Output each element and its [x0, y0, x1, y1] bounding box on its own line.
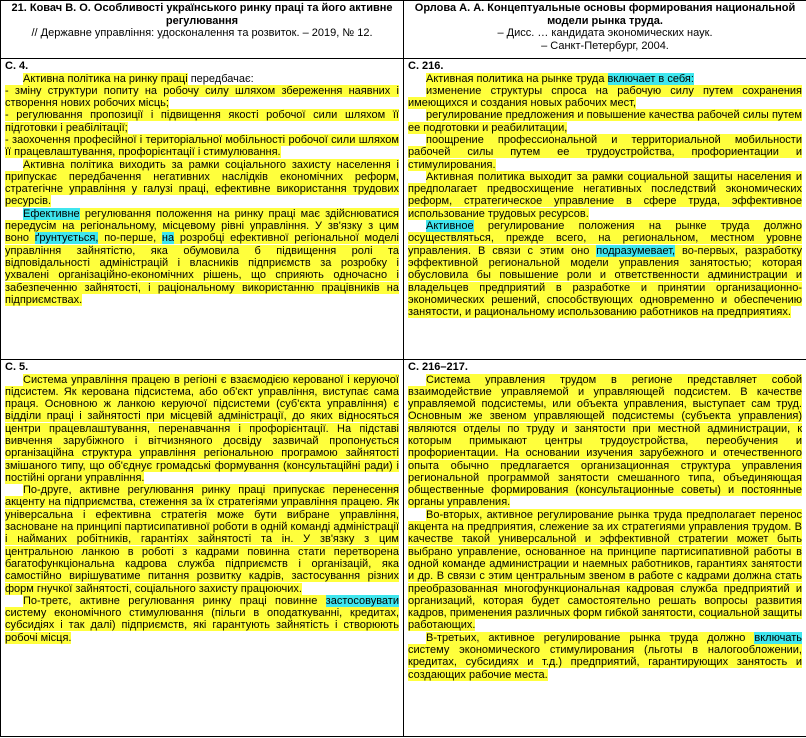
- right-block2-paragraph-3: [408, 632, 802, 681]
- left-block2-paragraph-3: [5, 595, 399, 644]
- left-excerpt-2: [1, 360, 404, 737]
- left-excerpt-1: [1, 59, 404, 360]
- left-diff-word-4: застосовувати: [325, 594, 399, 607]
- left-list-item-3-text: - заохочення професійної і територіальної мобільності робочої сили шляхом її працевлаштування, профорієнтації і стимулювання.: [5, 133, 399, 159]
- right-intro-highlight: Активная политика на рынке труда: [426, 72, 608, 85]
- right-diff-word-3: включать: [754, 631, 802, 644]
- left-page-ref-2: С. 5.: [5, 361, 29, 373]
- right-diff-phrase-1: включает в себя:: [607, 72, 694, 85]
- left-list-item-1-text: - зміну структури попиту на робочу силу шляхом збереження наявних і створення нових робочих місць;: [5, 84, 399, 110]
- left-source-title: 21. Ковач В. О. Особливості українського ринку праці та його активне регулювання: [11, 2, 393, 27]
- left-paragraph-3: [5, 208, 399, 306]
- right-block2-paragraph-1: [408, 374, 802, 509]
- left-list-item-2: [5, 109, 399, 134]
- left-intro-rest: передбачає:: [187, 72, 254, 85]
- left-block2-paragraph-2-text: По-друге, активне регулювання ринку праці припускає перенесення акценту на підприємства, стеження за їх стратегіями управління працею. Як універсальна і ефективна стратегія може бути вибране управління, засноване на принципі партисипативної роботи в одній команді адміністрації і найманих робітників, гарантіях зайнятості та ін. У зв'язку з цим центральною ланкою в роботі з кадрами повинна стати перетворена багатофункціональна кадрова служба підприємств і організацій, яка самостійно вирішуватиме питання розвитку кадрів, застосування різних форм гнучкої зайнятості, соціального захисту працюючих.: [5, 484, 399, 595]
- right-header-cell: [404, 1, 806, 59]
- right-list-item-1: [408, 85, 802, 110]
- right-paragraph-3: [408, 220, 802, 318]
- right-block2-paragraph-2: [408, 509, 802, 632]
- right-excerpt-1: [404, 59, 806, 360]
- left-paragraph-2-text: Активна політика виходить за рамки соціального захисту населення і припускає передбачення негативних наслідків економічних реформ, стратегічне управління у галузі праці, ефективне використання трудових ресурсів.: [5, 158, 399, 208]
- left-diff-word-3: на: [161, 232, 175, 245]
- left-paragraph-3-part-f: розробці ефективної регіональної моделі управління зайнятістю, яка обумовила б підвищення ролі та відповідальності адміністрацій і власників підприємств за розробку і ухвалені організаційно-економічних рішень, що сприяють одночасно і забезпеченню зайнятості, і раціональному використанню працівників на підприємствах.: [5, 232, 399, 306]
- right-block2-paragraph-3-part-a: В-третьих, активное регулирование рынка труда должно: [426, 631, 755, 644]
- right-list-item-3-text: поощрение профессиональной и территориальной мобильности рабочей силы путем ее трудоустройства, профориентации и стимулирования.: [408, 133, 802, 171]
- left-source-reference: // Державне управління: удосконалення та розвиток. – 2019, № 12.: [31, 27, 373, 39]
- right-list-item-3: [408, 134, 802, 171]
- right-page-ref-1: С. 216.: [408, 60, 444, 72]
- excerpt-row-2: [1, 360, 806, 737]
- right-source-title: Орлова А. А. Концептуальные основы формирования национальной модели рынка труда.: [414, 2, 796, 27]
- left-intro-highlight: Активна політика на ринку праці: [23, 72, 188, 85]
- right-paragraph-3-part-b: регулирование положения на рынке труда должно осуществляться, прежде всего, на региональном, местном уровне управления. В связи с этим оно: [408, 220, 802, 257]
- right-excerpt-2: [404, 360, 806, 737]
- left-intro: [5, 73, 399, 85]
- right-paragraph-2: [408, 171, 802, 220]
- header-row: [1, 1, 806, 59]
- right-list-item-2-text: регулирование предложения и повышение качества рабочей силы путем ее подготовки и реабилитации,: [408, 109, 802, 134]
- excerpt-row-1: [1, 59, 806, 360]
- left-diff-word-1: Ефективне: [23, 207, 80, 220]
- left-list-item-2-text: - регулювання пропозиції і підвищення якості робочої сили шляхом її підготовки і реабілітації;: [5, 109, 399, 134]
- left-block2-paragraph-3-part-c: систему економічного стимулювання (пільги в оподаткуванні, кредитах, субсидіях і так далі) підприємств, які гарантують зайнятість і створюють робочі місця.: [5, 607, 399, 644]
- right-paragraph-3-part-d: во-первых, разработку эффективной региональной модели управления занятостью; которая обусловила бы повышение роли и ответственности администрации и владельцев предприятий в разработке и принятии организационно-экономических решений, способствующих одновременно и обеспечению занятости, и рациональному использованию работников на предприятиях.: [408, 244, 802, 319]
- right-diff-word-1: Активное: [426, 220, 474, 233]
- right-intro: [408, 73, 802, 85]
- right-paragraph-2-text: Активная политика выходит за рамки социальной защиты населения и предполагает предвосхищение негативных последствий экономических реформ, стратегическое управление в сфере труда, эффективное использование трудовых ресурсов.: [408, 170, 802, 220]
- right-block2-paragraph-2-text: Во-вторых, активное регулирование рынка труда предполагает перенос акцента на предприятия, слежение за их стратегиями управления трудом. В качестве такой универсальной и эффективной стратегии может быть выбрано управление, основанное на принципе партисипативной работы в одной команде администрации и наемных работников, гарантиях занятости и др. В связи с этим центральным звеном в работе с кадрами должна стать преобразованная многофункциональная кадровая служба предприятий и организаций, которая будет самостоятельно решать вопросы развития кадров, применения различных форм гибкой занятости, социальной защиты работающих.: [408, 508, 802, 632]
- left-page-ref-1: С. 4.: [5, 60, 29, 72]
- right-source-reference-1: – Дисс. … кандидата экономических наук.: [497, 27, 713, 39]
- left-list-item-1: [5, 85, 399, 110]
- left-paragraph-3-part-d: по-перше,: [98, 232, 162, 245]
- right-list-item-2: [408, 109, 802, 134]
- left-block2-paragraph-2: [5, 484, 399, 595]
- left-list-item-3: [5, 134, 399, 159]
- right-diff-word-2: подразумевает,: [596, 244, 676, 257]
- left-paragraph-2: [5, 159, 399, 208]
- left-block2-paragraph-1-text: Система управління працею в регіоні є взаємодією керованої і керуючої підсистем. Як керована підсистема, або об'єкт управління, виступає сама праця. Основною ж ланкою керуючої підсистеми (суб'єкта управління) є відділи праці і зайнятості при місцевій адміністрації, до яких відносяться центри працевлаштування, перенавчання і профорієнтації. На підставі вивчення зарубіжного і вітчизняного досвіду зазвичай пропонується організаційна структура управління регіональною програмою зайнятості змішаного типу, що об'єднує громадські формування (консультаційні ради) і постійні органи управління.: [5, 373, 399, 484]
- left-block2-paragraph-1: [5, 374, 399, 485]
- left-diff-word-2: ґрунтується,: [34, 232, 99, 245]
- right-source-reference-2: – Санкт-Петербург, 2004.: [541, 39, 669, 52]
- right-block2-paragraph-1-text: Система управления трудом в регионе представляет собой взаимодействие управляемой и управляющей подсистем. В качестве управляемой подсистемы, или объекта управления, выступает сам труд. Основным же звеном управляющей подсистемы (субъекта управления) являются отделы по труду и занятости при местной администрации, к которым примыкают центры трудоустройства, переобучения и профориентации. На основании изучения зарубежного и отечественного опыта обычно предлагается организационная структура управления региональной программой занятости смешанного типа, объединяющая общественные формирования (консультационные советы) и постоянные органы управления.: [408, 373, 802, 509]
- left-header-cell: [1, 1, 404, 59]
- left-block2-paragraph-3-part-a: По-третє, активне регулювання ринку праці повинне: [23, 594, 326, 607]
- left-paragraph-3-part-b: регулювання положення на ринку праці має здійснюватися передусім на регіональному, місцевому рівні управління. У зв'язку з цим воно: [5, 207, 399, 245]
- right-block2-paragraph-3-part-c: систему экономического стимулирования (льготы в налогообложении, кредитах, субсидиях и т.д.) предприятий, гарантирующих занятость и создающих рабочие места.: [408, 644, 802, 681]
- right-page-ref-2: С. 216–217.: [408, 361, 468, 373]
- right-list-item-1-text: изменение структуры спроса на рабочую силу путем сохранения имеющихся и создания новых рабочих мест,: [408, 84, 802, 110]
